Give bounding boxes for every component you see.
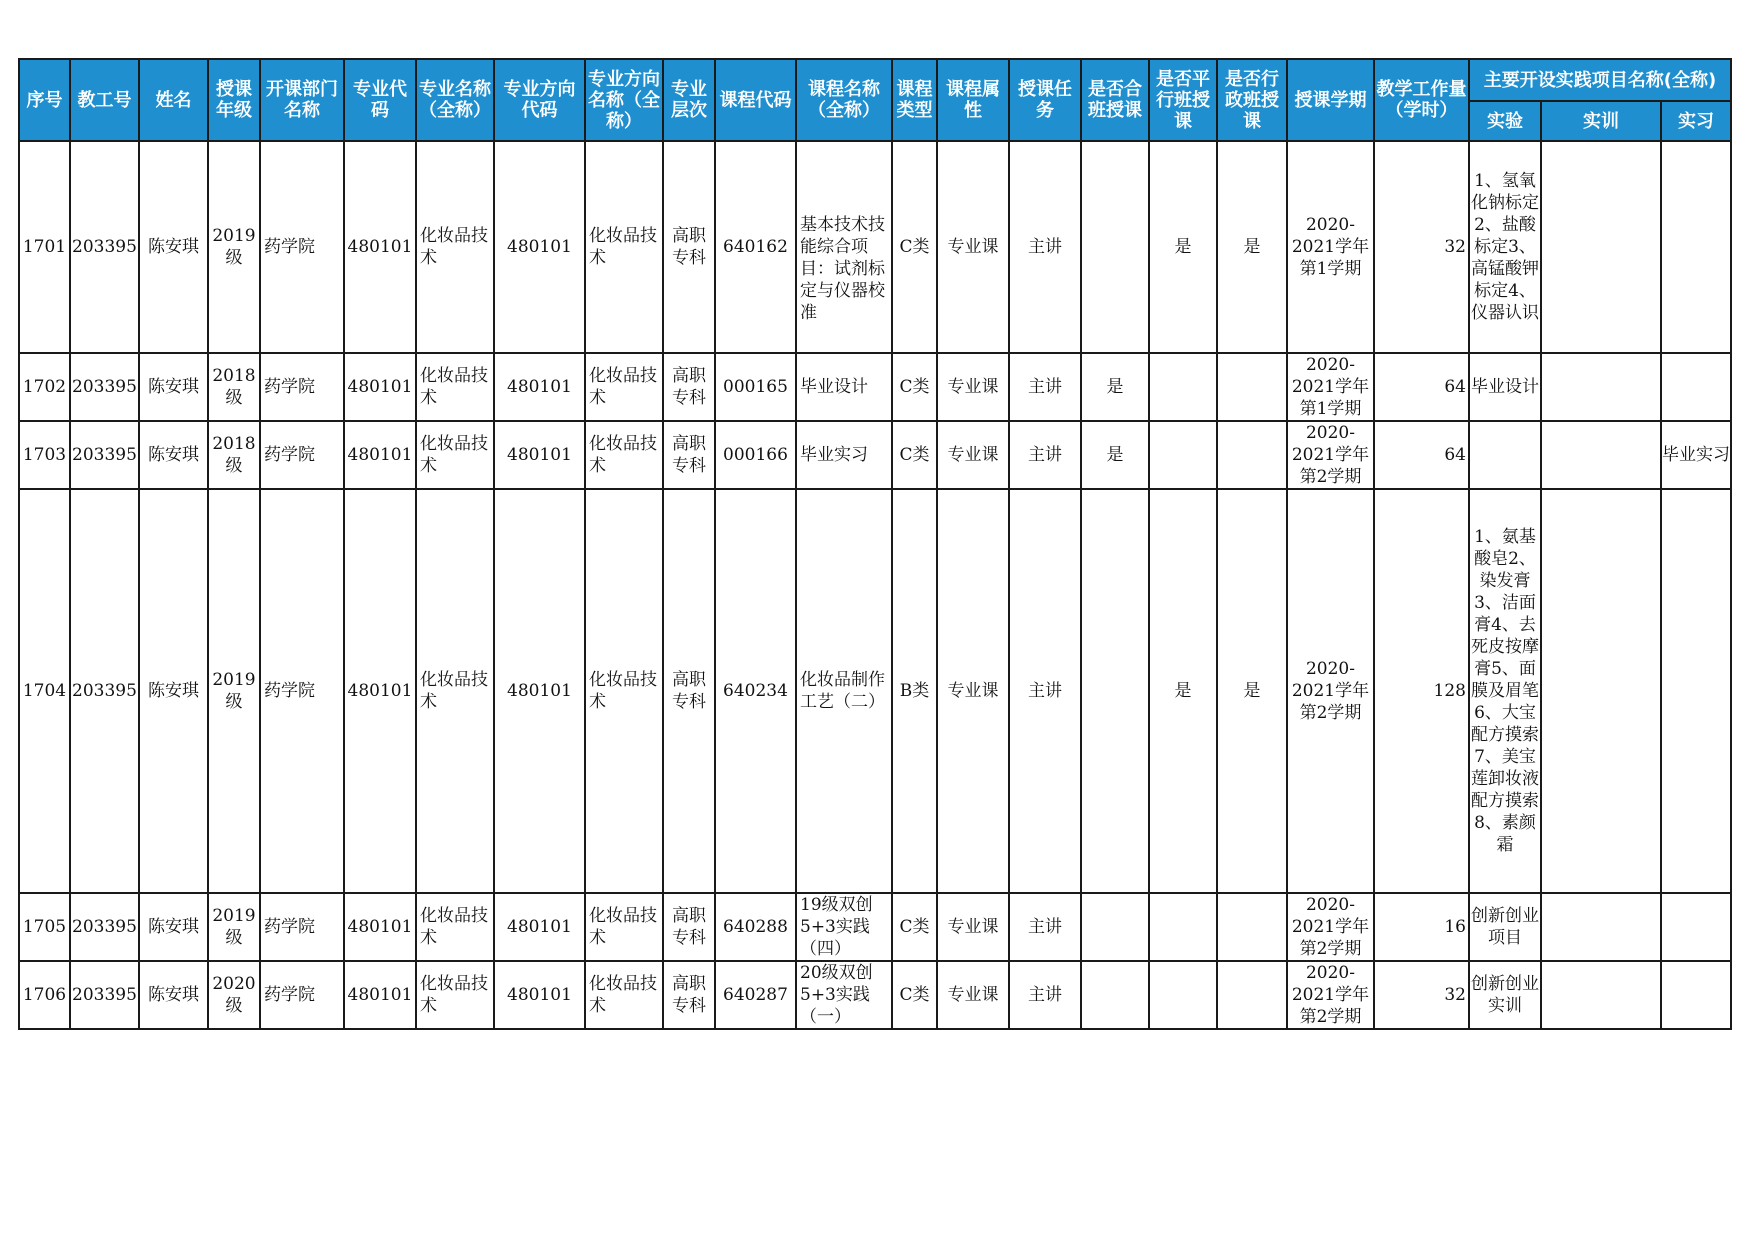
cell-training: [1541, 421, 1661, 489]
cell-text: 毕业设计: [800, 377, 868, 397]
cell-hours: [1374, 421, 1469, 489]
cell-text: 专业课: [947, 377, 999, 397]
cell-course-name: [796, 421, 892, 489]
col-header-term: 授课学期: [1287, 59, 1374, 141]
cell-text: 基本技术技能综合项目：试剂标定与仪器校准: [800, 215, 885, 323]
cell-text: 高职专科: [672, 226, 706, 268]
cell-major-code: [344, 489, 416, 893]
cell-text: 专业课: [947, 681, 999, 701]
cell-internship: [1661, 893, 1731, 961]
cell-text: 32: [1444, 985, 1466, 1005]
cell-admin: [1217, 421, 1287, 489]
cell-text: 创新创业项目: [1471, 906, 1539, 948]
cell-text: 480101: [507, 445, 572, 465]
cell-text: 创新创业实训: [1471, 974, 1539, 1016]
cell-course-name: [796, 353, 892, 421]
cell-text: 203395: [72, 445, 137, 465]
cell-text: 化妆品技术: [589, 366, 657, 408]
cell-course-name: [796, 489, 892, 893]
cell-text: 2020-2021学年第2学期: [1291, 423, 1370, 487]
cell-major-name: [416, 961, 494, 1029]
cell-text: 203395: [72, 237, 137, 257]
cell-parallel: [1149, 421, 1217, 489]
col-header-experiment: 实验: [1469, 101, 1541, 141]
cell-text: 480101: [347, 917, 413, 937]
cell-text: 2018级: [212, 434, 256, 476]
cell-text: 高职专科: [672, 974, 706, 1016]
cell-text: 化妆品技术: [420, 906, 488, 948]
cell-course-name: [796, 141, 892, 353]
cell-experiment: [1469, 353, 1541, 421]
cell-experiment: [1469, 893, 1541, 961]
cell-course-code: [715, 893, 796, 961]
cell-text: 是: [1106, 445, 1124, 465]
col-header-practice-group: 主要开设实践项目名称(全称): [1469, 59, 1731, 101]
cell-merged: [1081, 489, 1149, 893]
cell-admin: [1217, 893, 1287, 961]
cell-parallel: [1149, 489, 1217, 893]
cell-text: 480101: [347, 681, 413, 701]
cell-text: 2020-2021学年第2学期: [1291, 895, 1370, 959]
cell-merged: [1081, 421, 1149, 489]
cell-parallel: [1149, 141, 1217, 353]
cell-course-attr: [937, 141, 1009, 353]
cell-text: 化妆品技术: [589, 670, 657, 712]
col-header-dir-name: 专业方向名称（全称）: [585, 59, 663, 141]
cell-text: C类: [899, 445, 930, 465]
col-header-parallel: 是否平行班授课: [1149, 59, 1217, 141]
cell-parallel: [1149, 893, 1217, 961]
cell-hours: [1374, 353, 1469, 421]
cell-training: [1541, 961, 1661, 1029]
cell-text: 高职专科: [672, 366, 706, 408]
col-header-admin: 是否行政班授课: [1217, 59, 1287, 141]
cell-admin: [1217, 141, 1287, 353]
cell-hours: [1374, 893, 1469, 961]
cell-course-code: [715, 353, 796, 421]
table-row: [19, 893, 1731, 961]
cell-text: 16: [1444, 917, 1466, 937]
cell-text: 640162: [723, 237, 788, 257]
cell-internship: [1661, 961, 1731, 1029]
cell-training: [1541, 141, 1661, 353]
cell-seq: [19, 141, 70, 353]
cell-text: 药学院: [264, 917, 315, 937]
cell-grade: [208, 893, 260, 961]
cell-experiment: [1469, 421, 1541, 489]
cell-text: 高职专科: [672, 434, 706, 476]
cell-task: [1009, 421, 1081, 489]
cell-text: 主讲: [1028, 445, 1062, 465]
cell-staff-id: [70, 353, 139, 421]
cell-level: [663, 893, 715, 961]
cell-dir-code: [494, 893, 585, 961]
cell-course-code: [715, 961, 796, 1029]
cell-parallel: [1149, 353, 1217, 421]
cell-text: 主讲: [1028, 917, 1062, 937]
cell-text: 药学院: [264, 377, 315, 397]
cell-text: 64: [1444, 377, 1466, 397]
cell-text: 2019级: [212, 670, 256, 712]
cell-course-attr: [937, 353, 1009, 421]
cell-text: 64: [1444, 445, 1466, 465]
cell-staff-id: [70, 893, 139, 961]
cell-text: 480101: [347, 377, 413, 397]
cell-text: 203395: [72, 917, 137, 937]
cell-grade: [208, 489, 260, 893]
cell-dir-code: [494, 489, 585, 893]
col-header-name: 姓名: [139, 59, 208, 141]
cell-dir-name: [585, 421, 663, 489]
cell-text: 2020-2021学年第2学期: [1291, 963, 1370, 1027]
cell-text: 是: [1243, 237, 1261, 257]
cell-major-name: [416, 489, 494, 893]
cell-course-code: [715, 141, 796, 353]
cell-text: 陈安琪: [148, 445, 199, 465]
cell-course-attr: [937, 893, 1009, 961]
table-row: [19, 353, 1731, 421]
cell-course-type: [892, 353, 937, 421]
col-header-major-code: 专业代码: [344, 59, 416, 141]
cell-merged: [1081, 893, 1149, 961]
cell-dept: [260, 893, 344, 961]
cell-text: 203395: [72, 681, 137, 701]
cell-text: C类: [899, 377, 930, 397]
cell-name: [139, 353, 208, 421]
col-header-course-name: 课程名称（全称）: [796, 59, 892, 141]
col-header-dir-code: 专业方向代码: [494, 59, 585, 141]
cell-level: [663, 961, 715, 1029]
col-header-dept: 开课部门名称: [260, 59, 344, 141]
cell-text: 640234: [723, 681, 788, 701]
cell-training: [1541, 489, 1661, 893]
cell-text: 陈安琪: [148, 985, 199, 1005]
cell-text: 480101: [507, 377, 572, 397]
cell-text: 是: [1174, 681, 1192, 701]
cell-text: B类: [899, 681, 930, 701]
col-header-merged: 是否合班授课: [1081, 59, 1149, 141]
cell-course-attr: [937, 489, 1009, 893]
cell-major-name: [416, 421, 494, 489]
cell-text: 毕业设计: [1471, 377, 1539, 397]
cell-text: 陈安琪: [148, 377, 199, 397]
cell-text: 专业课: [947, 445, 999, 465]
cell-internship: [1661, 421, 1731, 489]
cell-text: 32: [1444, 237, 1466, 257]
cell-experiment: [1469, 961, 1541, 1029]
col-header-level: 专业层次: [663, 59, 715, 141]
workload-table: [18, 58, 1732, 1030]
cell-internship: [1661, 353, 1731, 421]
cell-text: 专业课: [947, 985, 999, 1005]
cell-text: 化妆品技术: [420, 974, 488, 1016]
col-header-task: 授课任务: [1009, 59, 1081, 141]
cell-major-name: [416, 141, 494, 353]
cell-internship: [1661, 489, 1731, 893]
cell-text: 高职专科: [672, 670, 706, 712]
cell-grade: [208, 141, 260, 353]
cell-term: [1287, 893, 1374, 961]
cell-text: 化妆品技术: [420, 434, 488, 476]
cell-staff-id: [70, 489, 139, 893]
col-header-staff-id: 教工号: [70, 59, 139, 141]
cell-text: 1704: [22, 681, 67, 701]
cell-text: 是: [1106, 377, 1124, 397]
cell-text: 药学院: [264, 237, 315, 257]
cell-text: 化妆品技术: [420, 366, 488, 408]
cell-course-name: [796, 961, 892, 1029]
cell-name: [139, 489, 208, 893]
cell-text: 000165: [723, 377, 788, 397]
cell-level: [663, 489, 715, 893]
cell-text: 203395: [72, 985, 137, 1005]
cell-course-code: [715, 421, 796, 489]
cell-text: 化妆品技术: [589, 974, 657, 1016]
cell-text: C类: [899, 985, 930, 1005]
cell-dir-name: [585, 141, 663, 353]
cell-text: 1、氢氧化钠标定2、盐酸标定3、高锰酸钾标定4、仪器认识: [1471, 171, 1539, 323]
cell-text: 480101: [347, 985, 413, 1005]
cell-text: 化妆品技术: [589, 434, 657, 476]
cell-task: [1009, 961, 1081, 1029]
cell-major-name: [416, 893, 494, 961]
cell-text: 主讲: [1028, 985, 1062, 1005]
cell-text: 480101: [507, 237, 572, 257]
cell-text: 480101: [347, 237, 413, 257]
cell-dir-code: [494, 961, 585, 1029]
cell-level: [663, 141, 715, 353]
cell-internship: [1661, 141, 1731, 353]
cell-text: 化妆品技术: [420, 226, 488, 268]
cell-term: [1287, 353, 1374, 421]
cell-term: [1287, 141, 1374, 353]
cell-level: [663, 421, 715, 489]
cell-text: 203395: [72, 377, 137, 397]
cell-course-type: [892, 489, 937, 893]
cell-dir-name: [585, 893, 663, 961]
cell-grade: [208, 353, 260, 421]
cell-dept: [260, 421, 344, 489]
cell-course-code: [715, 489, 796, 893]
col-header-training: 实训: [1541, 101, 1661, 141]
table-row: [19, 421, 1731, 489]
cell-text: 20级双创5+3实践（一）: [800, 963, 873, 1027]
col-header-major-name: 专业名称（全称）: [416, 59, 494, 141]
cell-text: 1702: [22, 377, 67, 397]
cell-text: 药学院: [264, 445, 315, 465]
cell-text: 陈安琪: [148, 237, 199, 257]
cell-seq: [19, 421, 70, 489]
col-header-course-code: 课程代码: [715, 59, 796, 141]
cell-text: 专业课: [947, 917, 999, 937]
cell-text: 化妆品技术: [420, 670, 488, 712]
cell-admin: [1217, 489, 1287, 893]
cell-text: 640287: [723, 985, 788, 1005]
cell-dir-name: [585, 961, 663, 1029]
cell-text: 陈安琪: [148, 681, 199, 701]
cell-name: [139, 141, 208, 353]
cell-grade: [208, 421, 260, 489]
cell-text: 1705: [22, 917, 67, 937]
cell-major-code: [344, 893, 416, 961]
cell-major-name: [416, 353, 494, 421]
cell-text: C类: [899, 917, 930, 937]
cell-task: [1009, 353, 1081, 421]
cell-name: [139, 893, 208, 961]
cell-hours: [1374, 141, 1469, 353]
cell-training: [1541, 893, 1661, 961]
cell-level: [663, 353, 715, 421]
cell-text: 2020-2021学年第1学期: [1291, 215, 1370, 279]
cell-text: 640288: [723, 917, 788, 937]
cell-major-code: [344, 421, 416, 489]
cell-dept: [260, 353, 344, 421]
cell-name: [139, 961, 208, 1029]
col-header-seq: 序号: [19, 59, 70, 141]
table-row: [19, 141, 1731, 353]
cell-text: 2019级: [212, 906, 256, 948]
cell-text: 主讲: [1028, 237, 1062, 257]
cell-name: [139, 421, 208, 489]
cell-experiment: [1469, 489, 1541, 893]
table-row: [19, 489, 1731, 893]
cell-training: [1541, 353, 1661, 421]
cell-task: [1009, 893, 1081, 961]
cell-term: [1287, 421, 1374, 489]
cell-text: 化妆品技术: [589, 906, 657, 948]
cell-dir-code: [494, 353, 585, 421]
cell-course-type: [892, 893, 937, 961]
cell-experiment: [1469, 141, 1541, 353]
col-header-internship: 实习: [1661, 101, 1731, 141]
cell-major-code: [344, 353, 416, 421]
cell-course-attr: [937, 961, 1009, 1029]
cell-dept: [260, 141, 344, 353]
cell-text: 化妆品制作工艺（二）: [800, 670, 885, 712]
cell-task: [1009, 489, 1081, 893]
cell-seq: [19, 961, 70, 1029]
cell-text: 480101: [347, 445, 413, 465]
cell-text: 1706: [22, 985, 67, 1005]
cell-course-type: [892, 961, 937, 1029]
cell-text: 2019级: [212, 226, 256, 268]
cell-admin: [1217, 961, 1287, 1029]
cell-text: 化妆品技术: [589, 226, 657, 268]
cell-text: 毕业实习: [1662, 445, 1730, 465]
cell-merged: [1081, 961, 1149, 1029]
cell-text: 主讲: [1028, 377, 1062, 397]
cell-term: [1287, 961, 1374, 1029]
cell-text: 主讲: [1028, 681, 1062, 701]
cell-seq: [19, 353, 70, 421]
cell-admin: [1217, 353, 1287, 421]
cell-major-code: [344, 961, 416, 1029]
cell-text: 陈安琪: [148, 917, 199, 937]
cell-text: 480101: [507, 917, 572, 937]
cell-text: 毕业实习: [800, 445, 868, 465]
cell-course-name: [796, 893, 892, 961]
cell-seq: [19, 489, 70, 893]
cell-text: 2020-2021学年第2学期: [1291, 659, 1370, 723]
cell-text: 19级双创5+3实践（四）: [800, 895, 873, 959]
col-header-grade: 授课年级: [208, 59, 260, 141]
cell-text: 1701: [22, 237, 67, 257]
cell-text: 2018级: [212, 366, 256, 408]
cell-text: 是: [1174, 237, 1192, 257]
col-header-course-type: 课程类型: [892, 59, 937, 141]
cell-text: C类: [899, 237, 930, 257]
cell-parallel: [1149, 961, 1217, 1029]
cell-grade: [208, 961, 260, 1029]
cell-text: 128: [1433, 681, 1466, 701]
cell-dir-code: [494, 421, 585, 489]
cell-task: [1009, 141, 1081, 353]
cell-text: 专业课: [947, 237, 999, 257]
cell-hours: [1374, 489, 1469, 893]
cell-dept: [260, 489, 344, 893]
cell-staff-id: [70, 961, 139, 1029]
cell-hours: [1374, 961, 1469, 1029]
cell-major-code: [344, 141, 416, 353]
cell-text: 是: [1243, 681, 1261, 701]
cell-text: 1、氨基酸皂2、染发膏3、洁面膏4、去死皮按摩膏5、面膜及眉笔6、大宝配方摸索7、美宝莲卸妆液配方摸索8、素颜霜: [1471, 527, 1539, 855]
cell-merged: [1081, 141, 1149, 353]
cell-text: 2020-2021学年第1学期: [1291, 355, 1370, 419]
cell-term: [1287, 489, 1374, 893]
cell-dir-code: [494, 141, 585, 353]
cell-dir-name: [585, 353, 663, 421]
cell-staff-id: [70, 421, 139, 489]
cell-text: 480101: [507, 681, 572, 701]
cell-course-type: [892, 141, 937, 353]
cell-seq: [19, 893, 70, 961]
table-row: [19, 961, 1731, 1029]
cell-course-attr: [937, 421, 1009, 489]
cell-course-type: [892, 421, 937, 489]
cell-text: 药学院: [264, 681, 315, 701]
cell-dir-name: [585, 489, 663, 893]
cell-staff-id: [70, 141, 139, 353]
cell-text: 000166: [723, 445, 788, 465]
cell-text: 1703: [22, 445, 67, 465]
cell-text: 高职专科: [672, 906, 706, 948]
cell-text: 2020级: [212, 974, 256, 1016]
cell-merged: [1081, 353, 1149, 421]
cell-text: 480101: [507, 985, 572, 1005]
col-header-hours: 教学工作量（学时）: [1374, 59, 1469, 141]
cell-dept: [260, 961, 344, 1029]
col-header-course-attr: 课程属性: [937, 59, 1009, 141]
cell-text: 药学院: [264, 985, 315, 1005]
